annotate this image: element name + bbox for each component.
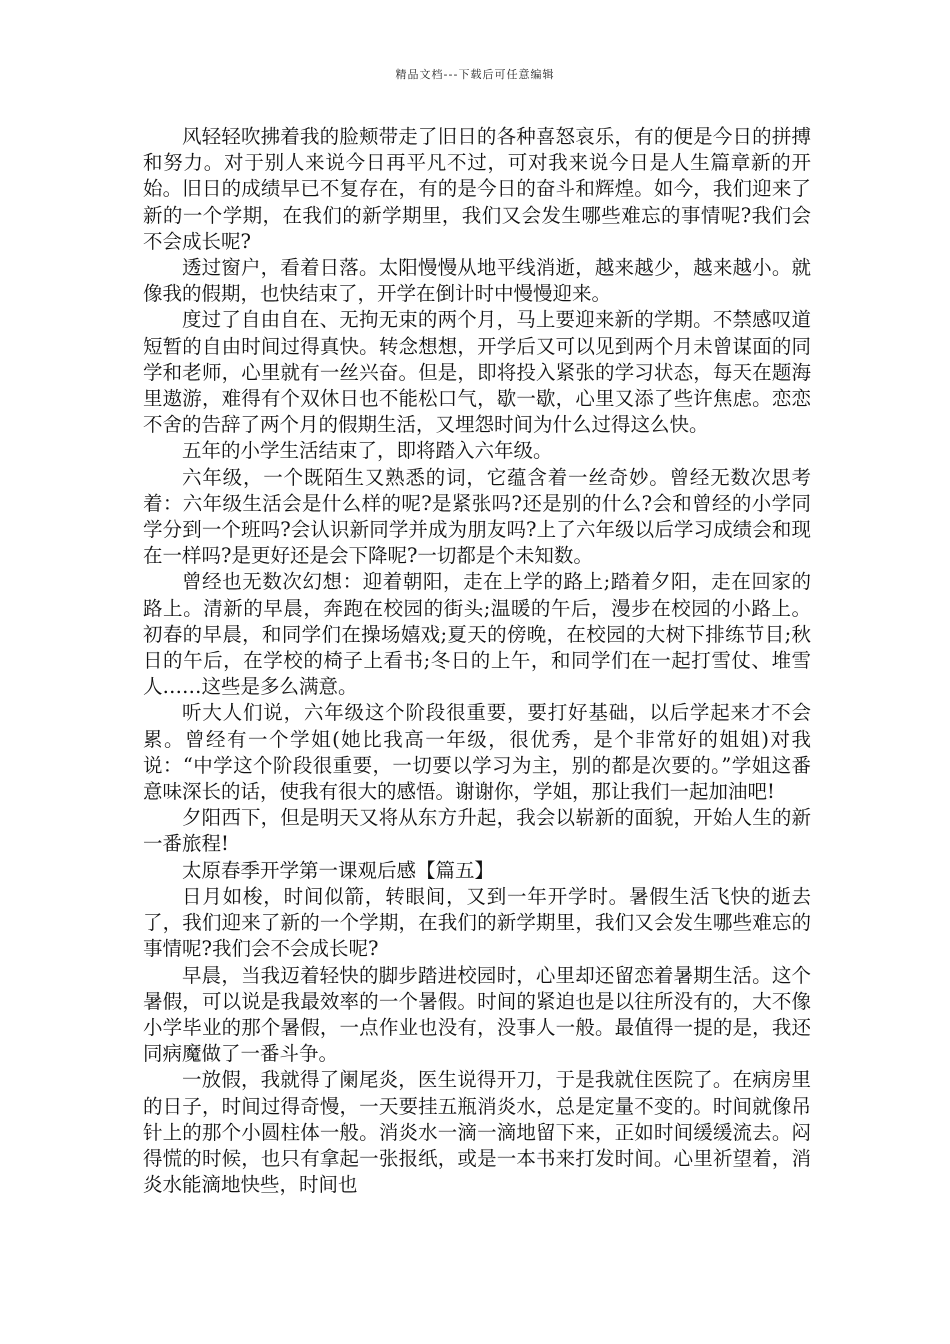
paragraph: 透过窗户，看着日落。太阳慢慢从地平线消逝，越来越少，越来越小。就像我的假期，也快结束了，开学在倒计时中慢慢迎来。 xyxy=(143,256,811,306)
paragraph: 夕阳西下，但是明天又将从东方升起，我会以崭新的面貌，开始人生的新一番旅程! xyxy=(143,806,811,856)
paragraph: 风轻轻吹拂着我的脸颊带走了旧日的各种喜怒哀乐，有的便是今日的拼搏和努力。对于别人来说今日再平凡不过，可对我来说今日是人生篇章新的开始。旧日的成绩早已不复存在，有的是今日的奋斗和辉煌。如今，我们迎来了新的一个学期，在我们的新学期里，我们又会发生哪些难忘的事情呢?我们会不会成长呢? xyxy=(143,125,811,253)
paragraph: 听大人们说，六年级这个阶段很重要，要打好基础，以后学起来才不会累。曾经有一个学姐(她比我高一年级，很优秀，是个非常好的姐姐)对我说：“中学这个阶段很重要，一切要以学习为主，别的都是次要的。”学姐这番意味深长的话，使我有很大的感悟。谢谢你，学姐，那让我们一起加油吧! xyxy=(143,701,811,804)
paragraph: 日月如梭，时间似箭，转眼间，又到一年开学时。暑假生活飞快的逝去了，我们迎来了新的一个学期，在我们的新学期里，我们又会发生哪些难忘的事情呢?我们会不会成长呢? xyxy=(143,884,811,961)
paragraph: 曾经也无数次幻想：迎着朝阳，走在上学的路上;踏着夕阳，走在回家的路上。清新的早晨，奔跑在校园的街头;温暖的午后，漫步在校园的小路上。初春的早晨，和同学们在操场嬉戏;夏天的傍晚，在校园的大树下排练节目;秋日的午后，在学校的椅子上看书;冬日的上午，和同学们在一起打雪仗、堆雪人……这些是多么满意。 xyxy=(143,570,811,699)
paragraph: 度过了自由自在、无拘无束的两个月，马上要迎来新的学期。不禁感叹道短暂的自由时间过得真快。转念想想，开学后又可以见到两个月未曾谋面的同学和老师，心里就有一丝兴奋。但是，即将投入紧张的学习状态，每天在题海里遨游，难得有个双休日也不能松口气，歇一歇，心里又添了些许焦虑。恋恋不舍的告辞了两个月的假期生活，又埋怨时间为什么过得这么快。 xyxy=(143,308,811,437)
paragraph: 五年的小学生活结束了，即将踏入六年级。 xyxy=(182,439,553,463)
paragraph: 早晨，当我迈着轻快的脚步踏进校园时，心里却还留恋着暑期生活。这个暑假，可以说是我最效率的一个暑假。时间的紧迫也是以往所没有的，大不像小学毕业的那个暑假，一点作业也没有，没事人一般。最值得一提的是，我还同病魔做了一番斗争。 xyxy=(143,963,811,1066)
paragraph: 六年级，一个既陌生又熟悉的词，它蕴含着一丝奇妙。曾经无数次思考着：六年级生活会是什么样的呢?是紧张吗?还是别的什么?会和曾经的小学同学分到一个班吗?会认识新同学并成为朋友吗?上了六年级以后学习成绩会和现在一样吗?是更好还是会下降呢?一切都是个未知数。 xyxy=(143,465,811,568)
document-body xyxy=(143,124,811,1198)
section-title: 太原春季开学第一课观后感【篇五】 xyxy=(182,858,495,882)
page-header: 精品文档---下载后可任意编辑 xyxy=(395,68,555,81)
paragraph: 一放假，我就得了阑尾炎，医生说得开刀，于是我就住医院了。在病房里的日子，时间过得奇慢，一天要挂五瓶消炎水，总是定量不变的。时间就像吊针上的那个小圆柱体一般。消炎水一滴一滴地留下来，正如时间缓缓流去。闷得慌的时候，也只有拿起一张报纸，或是一本书来打发时间。心里祈望着，消炎水能滴地快些，时间也 xyxy=(143,1068,811,1197)
